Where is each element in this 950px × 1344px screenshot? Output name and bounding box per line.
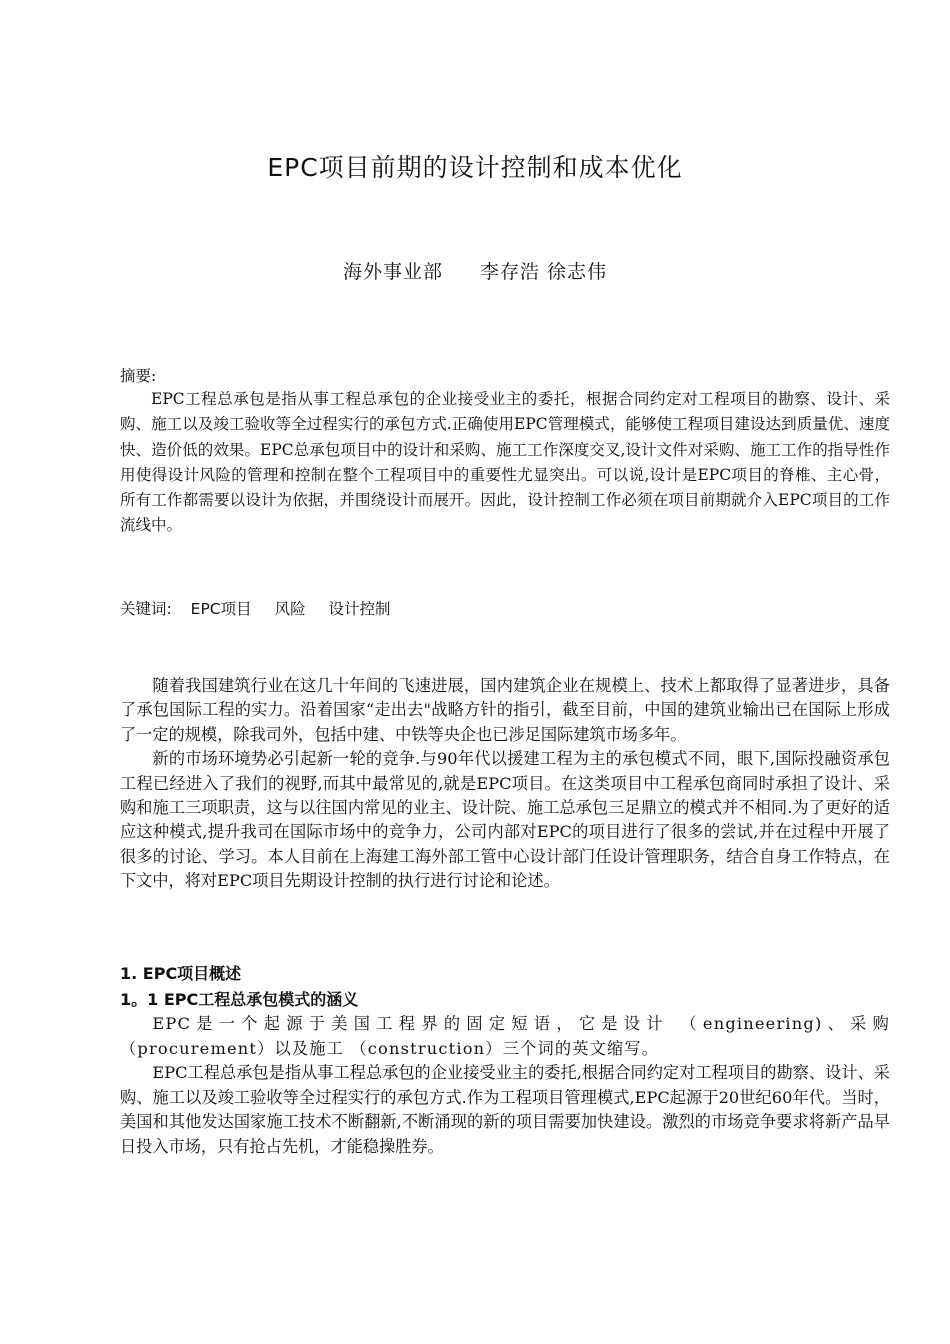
author-names: 李存浩 徐志伟 bbox=[480, 261, 608, 283]
keyword-item: EPC项目 bbox=[190, 600, 252, 618]
keyword-item: 风险 bbox=[274, 600, 306, 618]
section-heading: 1. EPC项目概述 bbox=[120, 964, 242, 983]
subsection-heading: 1。1 EPC工程总承包模式的涵义 bbox=[120, 990, 359, 1009]
body-paragraph: 新的市场环境势必引起新一轮的竞争.与90年代以援建工程为主的承包模式不同，眼下,国际投融资承包工程已经进入了我们的视野,而其中最常见的,就是EPC项目。在这类项目中工程承包商同时承担了设计、采购和施工三项职责，这与以往国内常见的业主、设计院、施工总承包三足鼎立的模式并不相同.为了更好的适应这种模式,提升我司在国际市场中的竞争力，公司内部对EPC的项目进行了很多的尝试,并在过程中开展了很多的讨论、学习。本人目前在上海建工海外部工管中心设计部门任设计管理职务，结合自身工作特点，在下文中，将对EPC项目先期设计控制的执行进行讨论和论述。 bbox=[120, 749, 890, 891]
abstract-label: 摘要: bbox=[120, 367, 157, 385]
abstract-section bbox=[120, 387, 890, 539]
document-title: EPC项目前期的设计控制和成本优化 bbox=[267, 153, 683, 182]
keywords-line bbox=[120, 597, 391, 619]
body-paragraph: EPC工程总承包是指从事工程总承包的企业接受业主的委托,根据合同约定对工程项目的勘察、设计、采购、施工以及竣工验收等全过程实行的承包方式.作为工程项目管理模式,EPC起源于20世纪60年代。当时，美国和其他发达国家施工技术不断翻新,不断涌现的新的项目需要加快建设。激烈的市场竞争要求将新产品早日投入市场，只有抢占先机，才能稳操胜券。 bbox=[120, 1063, 890, 1156]
author-department: 海外事业部 bbox=[342, 261, 443, 283]
abstract-text: EPC工程总承包是指从事工程总承包的企业接受业主的委托，根据合同约定对工程项目的勘察、设计、采购、施工以及竣工验收等全过程实行的承包方式.正确使用EPC管理模式，能够使工程项目建设达到质量优、速度快、造价低的效果。EPC总承包项目中的设计和采购、施工工作深度交叉,设计文件对采购、施工工作的指导性作用使得设计风险的管理和控制在整个工程项目中的重要性尤显突出。可以说,设计是EPC项目的脊椎、主心骨， 所有工作都需要以设计为依据，并围绕设计而展开。因此，设计控制工作必须在项目前期就介入EPC项目的工作流线中。 bbox=[120, 390, 890, 535]
section1-body bbox=[120, 1012, 890, 1160]
body-paragraph: EPC是一个起源于美国工程界的固定短语，它是设计 （engineering)、采购（procurement）以及施工 （construction）三个词的英文缩写。 bbox=[120, 1014, 890, 1058]
body-paragraph: 随着我国建筑行业在这几十年间的飞速进展，国内建筑企业在规模上、技术上都取得了显著进步，具备了承包国际工程的实力。沿着国家“走出去"战略方针的指引，截至目前，中国的建筑业输出已在国际上形成了一定的规模，除我司外，包括中建、中铁等央企也已涉足国际建筑市场多年。 bbox=[120, 676, 890, 744]
keywords-label: 关键词: bbox=[120, 600, 172, 618]
intro-section bbox=[120, 674, 890, 894]
author-line bbox=[0, 257, 950, 284]
keyword-item: 设计控制 bbox=[328, 600, 391, 618]
